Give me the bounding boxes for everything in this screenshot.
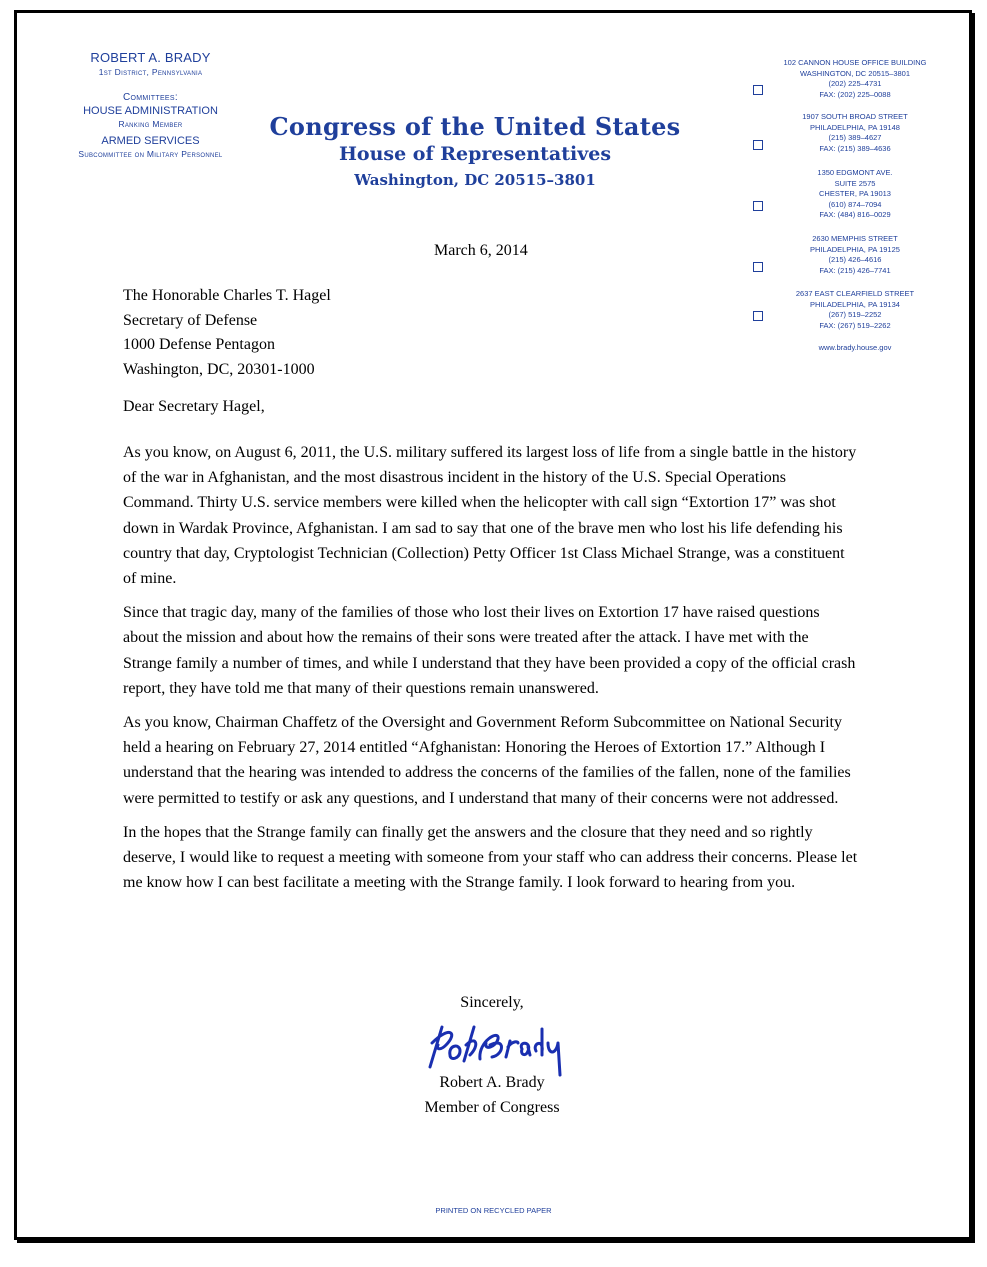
committee-1: HOUSE ADMINISTRATION	[83, 105, 218, 117]
letter-date: March 6, 2014	[434, 242, 528, 259]
letterhead-center	[255, 112, 695, 189]
letterhead-left	[48, 50, 253, 159]
office-list	[745, 58, 945, 352]
committees-label: Committees:	[123, 92, 178, 103]
website-link[interactable]: www.brady.house.gov	[818, 343, 892, 352]
body-paragraph: As you know, on August 6, 2011, the U.S. military suffered its largest loss of life from a single battle in the history of the war in Afghanistan, and the most disastrous incident in the history of the U.S. Special Operations Command. Thirty U.S. service members were killed when the helicopter with call sign “Extortion 17” was shot down in Wardak Province, Afghanistan. I am sad to say that one of the brave men who lost his life defending his country that day, Cryptologist Technician (Collection) Petty Officer 1st Class Michael Strange, was a constituent of mine.	[123, 444, 857, 588]
committee-1-role: Ranking Member	[118, 119, 183, 129]
checkbox-icon	[753, 140, 763, 150]
signer-name: Robert A. Brady	[439, 1074, 545, 1091]
recipient-line: The Honorable Charles T. Hagel	[123, 287, 331, 304]
recipient-line: Washington, DC, 20301-1000	[123, 360, 315, 378]
office-dc: 102 CANNON HOUSE OFFICE BUILDING WASHINGTON, DC 20515–3801 (202) 225–4731 FAX: (202) 225–0088	[745, 58, 945, 112]
letter-body	[123, 440, 858, 904]
signer-title: Member of Congress	[424, 1099, 560, 1116]
district: 1st District, Pennsylvania	[98, 67, 203, 77]
washington-address: Washington, DC 20515–3801	[354, 171, 596, 189]
recycled-paper-note: PRINTED ON RECYCLED PAPER	[435, 1206, 552, 1215]
body-paragraph: Since that tragic day, many of the families of those who lost their lives on Extortion 17 have raised questions about the mission and about how the remains of their sons were treated after the attack. I have met with the Strange family a number of times, and while I understand that they have been provided a copy of the official crash report, they have told me that many of their questions remain unanswered.	[123, 604, 856, 697]
office-broad-street: 1907 SOUTH BROAD STREET PHILADELPHIA, PA 19148 (215) 389–4627 FAX: (215) 389–4636	[745, 112, 945, 168]
office-memphis-street: 2630 MEMPHIS STREET PHILADELPHIA, PA 19125 (215) 426–4616 FAX: (215) 426–7741	[745, 234, 945, 289]
recipient-line: Secretary of Defense	[123, 311, 258, 329]
committee-2: ARMED SERVICES	[101, 135, 200, 147]
recipient-address	[123, 284, 331, 382]
member-name: ROBERT A. BRADY	[90, 50, 211, 65]
body-paragraph: As you know, Chairman Chaffetz of the Oversight and Government Reform Subcommittee on National Security held a hearing on February 27, 2014 entitled “Afghanistan: Honoring the Heroes of Extortion 17.” Although I understand that the hearing was intended to address the concerns of the families of the fallen, none of the families were permitted to testify or ask any questions, and I understand that many of their concerns were not addressed.	[123, 714, 851, 807]
checkbox-icon	[753, 262, 763, 272]
congress-title: Congress of the United States	[269, 112, 681, 141]
checkbox-icon	[753, 201, 763, 211]
checkbox-icon	[753, 311, 763, 321]
closing: Sincerely,	[460, 994, 524, 1011]
office-chester: 1350 EDGMONT AVE. SUITE 2575 CHESTER, PA 19013 (610) 874–7094 FAX: (484) 816–0029	[745, 168, 945, 234]
salutation: Dear Secretary Hagel,	[123, 398, 265, 415]
house-title: House of Representatives	[338, 143, 612, 165]
office-clearfield-street: 2637 EAST CLEARFIELD STREET PHILADELPHIA, PA 19134 (267) 519–2252 FAX: (267) 519–2262	[745, 289, 945, 333]
checkbox-icon	[753, 85, 763, 95]
committee-2-sub: Subcommittee on Military Personnel	[78, 149, 223, 159]
body-paragraph: In the hopes that the Strange family can finally get the answers and the closure that they need and so rightly deserve, I would like to request a meeting with someone from your staff who can address their concerns. Please let me know how I can best facilitate a meeting with the Strange family. I look forward to hearing from you.	[123, 823, 858, 892]
recipient-line: 1000 Defense Pentagon	[123, 336, 275, 353]
